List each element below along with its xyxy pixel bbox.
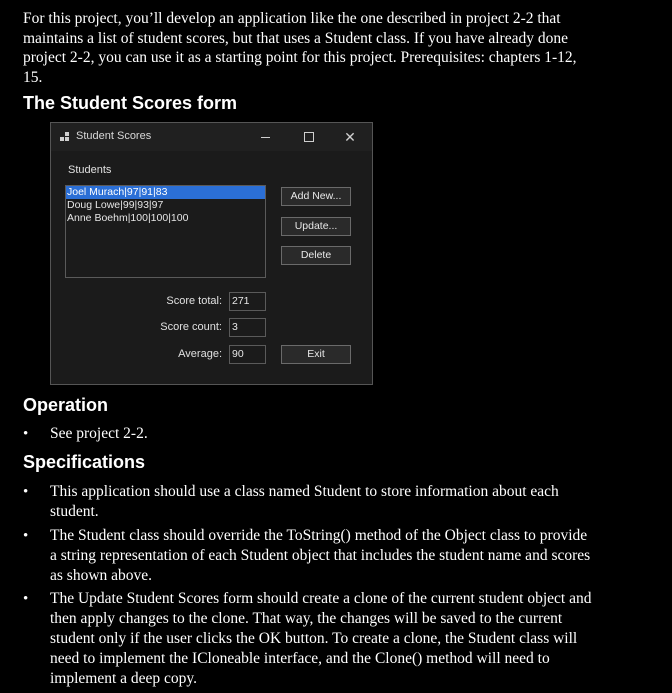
window-title: Student Scores [76,130,152,142]
students-label: Students [68,164,112,176]
spec-item-text: This application should use a class named Student to store information about each student. [50,483,559,520]
score-total-label: Score total: [166,295,222,307]
form-heading: The Student Scores form [23,93,238,113]
score-count-field: 3 [229,318,266,337]
update-button[interactable]: Update... [281,217,351,236]
exit-button[interactable]: Exit [281,345,351,364]
intro-line: For this project, you’ll develop an application like the one described in project 2-2 that [23,10,561,27]
student-scores-window [50,122,373,385]
minimize-icon[interactable] [257,128,275,146]
list-item[interactable]: Anne Boehm|100|100|100 [67,212,189,224]
bullet-icon: • [23,591,29,607]
app-icon [60,132,70,141]
bullet-icon: • [23,484,29,500]
spec-item-text: The Student class should override the ToString() method of the Object class to provide a string representation of each Student object that includes the student name and scores as shown above. [50,527,591,584]
window-titlebar [51,123,372,151]
average-label: Average: [178,348,222,360]
intro-paragraph [23,9,623,87]
specifications-heading: Specifications [23,452,146,472]
intro-line: maintains a list of student scores, but that uses a Student class. If you have already done [23,29,568,47]
bullet-icon: • [23,528,29,544]
score-count-label: Score count: [160,321,222,333]
score-total-field: 271 [229,292,266,311]
delete-button[interactable]: Delete [281,246,351,265]
intro-line: 15. [23,68,43,86]
bullet-icon: • [23,426,29,442]
close-icon[interactable]: ✕ [344,129,356,145]
intro-line: project 2-2, you can use it as a starting point for this project. Prerequisites: chapters 1-12, [23,49,577,66]
list-item[interactable]: Joel Murach|97|91|83 [66,186,265,199]
operation-item-text: See project 2-2. [50,425,148,442]
add-new-button[interactable]: Add New... [281,187,351,206]
average-field: 90 [229,345,266,364]
operation-heading: Operation [23,395,109,415]
maximize-icon[interactable] [300,128,318,146]
list-item[interactable]: Doug Lowe|99|93|97 [67,199,164,211]
students-listbox[interactable] [65,185,266,278]
spec-item-text: The Update Student Scores form should create a clone of the current student object and then apply changes to the clone. That way, the changes will be saved to the current student only if the user clicks the OK button. To create a clone, the Student class will need to implement the ICloneable interface, and the Clone() method will need to implement a deep copy. [50,590,592,687]
